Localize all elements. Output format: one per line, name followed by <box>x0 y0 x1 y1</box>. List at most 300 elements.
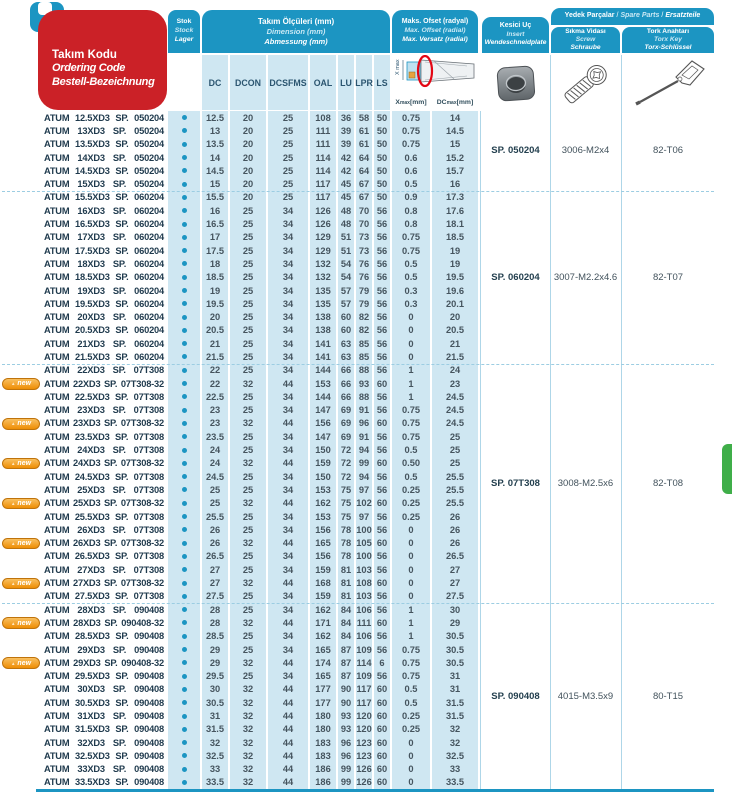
cell-dc: 33 <box>202 763 228 776</box>
code-size: 27XD3 <box>72 578 101 589</box>
cell-lu: 99 <box>338 776 354 789</box>
cell-ls: 60 <box>374 417 390 430</box>
stock-dot-icon <box>182 315 187 320</box>
code-insert-num: 090408 <box>134 737 164 748</box>
stock-cell <box>168 497 200 510</box>
cell-oal: 111 <box>310 138 336 151</box>
cell-lu: 99 <box>338 763 354 776</box>
new-badge-arrow-icon: ▲ <box>10 501 16 507</box>
cell-oal: 177 <box>310 696 336 709</box>
cell-ls: 60 <box>374 749 390 762</box>
cell-lu: 48 <box>338 204 354 217</box>
cell-xmax: 0.5 <box>392 271 430 284</box>
cell-xmax: 0 <box>392 576 430 589</box>
cell-lu: 51 <box>338 231 354 244</box>
new-badge-arrow-icon: ▲ <box>10 620 16 626</box>
code-insert-num: 060204 <box>134 245 164 256</box>
code-sp: SP. <box>112 684 127 695</box>
cell-dcmax: 27 <box>432 576 478 589</box>
ordering-code <box>44 776 164 789</box>
ordering-code <box>44 257 164 270</box>
offset-diagram <box>392 55 478 95</box>
code-brand: ATUM <box>44 205 70 216</box>
stock-cell <box>168 164 200 177</box>
stock-cell <box>168 244 200 257</box>
cell-ls: 50 <box>374 177 390 190</box>
cell-oal: 156 <box>310 550 336 563</box>
cell-xmax: 0.25 <box>392 709 430 722</box>
cell-oal: 132 <box>310 257 336 270</box>
cell-dc: 19 <box>202 284 228 297</box>
cell-xmax: 0.75 <box>392 138 430 151</box>
cell-dcsfms: 44 <box>268 457 308 470</box>
cell-dc: 15 <box>202 177 228 190</box>
stock-cell <box>168 523 200 536</box>
cell-lpr: 117 <box>356 684 372 695</box>
cell-ls: 56 <box>374 550 390 563</box>
new-badge-label: new <box>17 420 32 428</box>
group-insert-code: SP. 090408 <box>491 690 540 702</box>
section-side-tab[interactable] <box>722 444 732 494</box>
cell-oal: 165 <box>310 537 336 550</box>
ordering-code <box>44 364 164 377</box>
code-sp: SP. <box>115 591 129 602</box>
cell-xmax: 0.5 <box>392 443 430 456</box>
cell-dcsfms: 34 <box>268 257 308 270</box>
code-sp: SP. <box>104 657 118 668</box>
cell-lpr: 109 <box>356 644 372 655</box>
new-badge-label: new <box>17 579 32 587</box>
ordering-code <box>44 204 164 217</box>
cell-ls: 50 <box>374 111 390 124</box>
cell-dcon: 25 <box>230 231 266 244</box>
table-row <box>0 643 732 656</box>
table-row <box>0 603 732 616</box>
stock-dot-icon <box>182 554 187 559</box>
code-sp: SP. <box>115 750 129 761</box>
code-size: 26XD3 <box>77 524 105 535</box>
cell-dcon: 20 <box>230 177 266 190</box>
cell-oal: 156 <box>310 523 336 536</box>
cell-lu: 81 <box>338 576 354 589</box>
stock-dot-icon <box>182 527 187 532</box>
code-brand: ATUM <box>44 219 70 230</box>
cell-lpr: 73 <box>356 244 372 257</box>
subheader-stock-cell <box>168 55 200 110</box>
cell-dcsfms: 34 <box>268 550 308 563</box>
stock-dot-icon <box>182 714 187 719</box>
code-size: 19.5XD3 <box>74 298 110 309</box>
code-sp: SP. <box>115 511 129 522</box>
cell-xmax: 0.75 <box>392 231 430 244</box>
stock-dot-icon <box>182 434 187 439</box>
table-row <box>0 350 732 363</box>
code-sp: SP. <box>115 325 129 336</box>
code-size: 25.5XD3 <box>74 511 110 522</box>
cell-dcmax: 17.6 <box>432 204 478 217</box>
cell-lpr: 82 <box>356 324 372 337</box>
stock-cell <box>168 297 200 310</box>
ordering-code <box>44 217 164 230</box>
cell-dcon: 25 <box>230 217 266 230</box>
cell-dc: 25 <box>202 497 228 510</box>
cell-dcmax: 33 <box>432 763 478 776</box>
stock-dot-icon <box>182 660 187 665</box>
cell-xmax: 0.6 <box>392 164 430 177</box>
cell-dcon: 32 <box>230 497 266 510</box>
code-sp: SP. <box>115 139 129 150</box>
cell-oal: 150 <box>310 470 336 483</box>
new-badge <box>2 538 40 550</box>
cell-dcmax: 29 <box>432 616 478 629</box>
code-size: 30XD3 <box>77 684 105 695</box>
code-sp: SP. <box>112 604 127 615</box>
cell-lu: 75 <box>338 497 354 510</box>
stock-dot-icon <box>182 461 187 466</box>
cell-dc: 24 <box>202 443 228 456</box>
cell-lu: 60 <box>338 324 354 337</box>
cell-lu: 60 <box>338 310 354 323</box>
stock-dot-icon <box>182 394 187 399</box>
stock-dot-icon <box>182 195 187 200</box>
code-size: 31XD3 <box>77 711 105 721</box>
stock-cell <box>168 603 200 616</box>
cell-ls: 60 <box>374 776 390 789</box>
code-brand: ATUM <box>44 684 70 695</box>
table-row <box>0 430 732 443</box>
group-screw-code: 4015-M3.5x9 <box>557 690 614 702</box>
ordering-code <box>44 284 164 297</box>
cell-xmax: 0.5 <box>392 177 430 190</box>
cell-lu: 72 <box>338 470 354 483</box>
code-sp: SP. <box>112 524 126 535</box>
code-sp: SP. <box>115 471 129 482</box>
cell-xmax: 0.25 <box>392 723 430 736</box>
cell-ls: 50 <box>374 138 390 151</box>
cell-xmax: 0 <box>392 749 430 762</box>
code-insert-num: 090408 <box>134 604 164 615</box>
table-row <box>0 390 732 403</box>
cell-dc: 24 <box>202 457 228 470</box>
code-brand: ATUM <box>44 125 70 136</box>
cell-dcsfms: 25 <box>268 151 308 164</box>
cell-dc: 20 <box>202 310 228 323</box>
cell-dc: 22.5 <box>202 390 228 403</box>
cell-dcmax: 25.5 <box>432 483 478 496</box>
cell-lpr: 97 <box>356 510 372 523</box>
cell-xmax: 1 <box>392 630 430 643</box>
cell-oal: 153 <box>310 483 336 496</box>
code-sp: SP. <box>104 617 118 628</box>
code-insert-num: 060204 <box>134 192 164 203</box>
col-label-dc: DC <box>202 55 228 110</box>
cell-lu: 69 <box>338 404 354 417</box>
cell-ls: 56 <box>374 483 390 496</box>
stock-cell <box>168 111 200 124</box>
cell-dcon: 25 <box>230 364 266 377</box>
dcmax-column-label: DC max [mm] <box>436 99 474 106</box>
stock-cell <box>168 470 200 483</box>
group-screw-code: 3006-M2x4 <box>561 145 610 157</box>
group-screw-code: 3007-M2.2x4.6 <box>553 271 618 283</box>
stock-cell <box>168 443 200 456</box>
table-row <box>0 244 732 257</box>
cell-xmax: 0 <box>392 310 430 323</box>
ordering-code <box>44 643 164 656</box>
screw-header: Sıkma Vidası Screw Schraube <box>551 27 620 53</box>
code-brand: ATUM <box>44 179 70 190</box>
cell-dc: 31 <box>202 709 228 722</box>
new-badge <box>2 378 40 390</box>
cell-xmax: 0.75 <box>392 643 430 656</box>
cell-dcsfms: 25 <box>268 164 308 177</box>
cell-dc: 23 <box>202 404 228 417</box>
cell-ls: 56 <box>374 244 390 257</box>
code-sp: SP. <box>115 777 129 788</box>
stock-cell <box>168 191 200 204</box>
stock-dot-icon <box>182 594 187 599</box>
cell-xmax: 0 <box>392 763 430 776</box>
code-brand: ATUM <box>44 312 70 323</box>
cell-dcsfms: 44 <box>268 656 308 669</box>
table-row <box>0 590 732 603</box>
table-row <box>0 457 732 470</box>
cell-ls: 60 <box>374 683 390 696</box>
cell-lpr: 123 <box>356 750 372 761</box>
cell-xmax: 0 <box>392 550 430 563</box>
cell-dcsfms: 25 <box>268 124 308 137</box>
stock-cell <box>168 763 200 776</box>
code-insert-num: 060204 <box>134 338 164 349</box>
cell-oal: 114 <box>310 151 336 164</box>
cell-lpr: 70 <box>356 204 372 217</box>
ordering-code <box>44 164 164 177</box>
stock-cell <box>168 324 200 337</box>
cell-dcsfms: 34 <box>268 483 308 496</box>
cell-ls: 56 <box>374 204 390 217</box>
stock-cell <box>168 390 200 403</box>
cell-xmax: 1 <box>392 390 430 403</box>
cell-oal: 132 <box>310 271 336 284</box>
table-row <box>0 191 732 204</box>
stock-dot-icon <box>182 740 187 745</box>
cell-lu: 45 <box>338 191 354 204</box>
cell-xmax: 0.75 <box>392 669 430 682</box>
code-sp: SP. <box>112 484 126 495</box>
cell-dcon: 25 <box>230 483 266 496</box>
stock-cell <box>168 550 200 563</box>
cell-dcsfms: 34 <box>268 470 308 483</box>
code-insert-num: 07T308-32 <box>120 578 164 589</box>
cell-dcsfms: 34 <box>268 523 308 536</box>
code-size: 22.5XD3 <box>74 391 110 402</box>
cell-dcmax: 21 <box>432 337 478 350</box>
group-torx-code: 80-T15 <box>652 690 684 702</box>
cell-dcon: 25 <box>230 550 266 563</box>
cell-ls: 50 <box>374 151 390 164</box>
code-brand: ATUM <box>44 298 70 309</box>
cell-ls: 56 <box>374 523 390 536</box>
stock-cell <box>168 430 200 443</box>
cell-dcsfms: 34 <box>268 350 308 363</box>
cell-xmax: 0 <box>392 337 430 350</box>
ordering-code <box>44 151 164 164</box>
stock-cell <box>168 337 200 350</box>
cell-dcmax: 25 <box>432 457 478 470</box>
cell-dc: 25 <box>202 483 228 496</box>
cell-oal: 159 <box>310 590 336 603</box>
cell-lpr: 73 <box>356 231 372 244</box>
cell-dc: 22 <box>202 364 228 377</box>
stock-dot-icon <box>182 408 187 413</box>
cell-dcsfms: 44 <box>268 576 308 589</box>
cell-dcon: 32 <box>230 377 266 390</box>
code-brand: ATUM <box>44 378 70 389</box>
ordering-code <box>44 231 164 244</box>
cell-oal: 114 <box>310 164 336 177</box>
cell-lu: 66 <box>338 364 354 377</box>
code-insert-num: 090408 <box>134 671 164 682</box>
stock-cell <box>168 576 200 589</box>
new-badge-arrow-icon: ▲ <box>10 381 16 387</box>
code-insert-num: 07T308-32 <box>120 458 164 469</box>
code-sp: SP. <box>112 405 126 416</box>
stock-cell <box>168 683 200 696</box>
cell-dc: 29.5 <box>202 669 228 682</box>
cell-dcmax: 23 <box>432 377 478 390</box>
cell-lpr: 126 <box>356 777 372 788</box>
cell-lu: 54 <box>338 271 354 284</box>
code-brand: ATUM <box>44 152 70 163</box>
code-brand: ATUM <box>44 325 70 336</box>
ordering-code <box>44 550 164 563</box>
cell-dcsfms: 34 <box>268 643 308 656</box>
code-size: 21.5XD3 <box>74 351 110 362</box>
code-sp: SP. <box>115 697 129 708</box>
code-size: 16.5XD3 <box>74 219 110 230</box>
ordering-code <box>44 656 164 669</box>
cell-xmax: 0.5 <box>392 683 430 696</box>
cell-dc: 13 <box>202 124 228 137</box>
tool-code-title-de: Bestell-Bezeichnung <box>52 76 155 89</box>
code-size: 28XD3 <box>73 617 101 628</box>
code-sp: SP. <box>115 219 129 230</box>
table-row <box>0 749 732 762</box>
code-insert-num: 07T308-32 <box>120 538 164 549</box>
stock-dot-icon <box>182 687 187 692</box>
cell-dcon: 25 <box>230 310 266 323</box>
cell-xmax: 0.9 <box>392 191 430 204</box>
code-insert-num: 090408 <box>134 724 164 735</box>
cell-oal: 186 <box>310 776 336 789</box>
new-badge <box>2 657 40 669</box>
cell-dcsfms: 34 <box>268 630 308 643</box>
stock-dot-icon <box>182 514 187 519</box>
stock-cell <box>168 151 200 164</box>
code-size: 23XD3 <box>77 405 105 416</box>
code-size: 16XD3 <box>77 205 105 216</box>
cell-lpr: 91 <box>356 404 372 417</box>
cell-dc: 21 <box>202 337 228 350</box>
cell-ls: 50 <box>374 164 390 177</box>
cell-dcmax: 24.5 <box>432 390 478 403</box>
cell-dcon: 32 <box>230 576 266 589</box>
code-brand: ATUM <box>44 511 70 522</box>
cell-lu: 39 <box>338 138 354 151</box>
stock-dot-icon <box>182 288 187 293</box>
table-row <box>0 763 732 776</box>
cell-dc: 30.5 <box>202 696 228 709</box>
stock-dot-icon <box>182 700 187 705</box>
cell-dcon: 20 <box>230 191 266 204</box>
code-brand: ATUM <box>44 777 70 788</box>
cell-dcmax: 19 <box>432 244 478 257</box>
table-row <box>0 723 732 736</box>
ordering-code <box>44 111 164 124</box>
ordering-code <box>44 443 164 456</box>
code-size: 29XD3 <box>73 657 101 668</box>
table-row <box>0 537 732 550</box>
cell-ls: 56 <box>374 337 390 350</box>
group-separator <box>2 364 714 365</box>
code-insert-num: 07T308-32 <box>120 418 164 429</box>
cell-lpr: 109 <box>356 671 372 682</box>
code-insert-num: 060204 <box>134 325 164 336</box>
stock-dot-icon <box>182 275 187 280</box>
cell-dcsfms: 34 <box>268 297 308 310</box>
code-brand: ATUM <box>44 458 70 469</box>
cell-dcmax: 19.6 <box>432 284 478 297</box>
code-size: 33XD3 <box>77 764 105 775</box>
cell-ls: 56 <box>374 430 390 443</box>
code-sp: SP. <box>115 391 129 402</box>
stock-cell <box>168 457 200 470</box>
cell-ls: 56 <box>374 563 390 576</box>
code-insert-num: 090408 <box>134 684 164 695</box>
stock-dot-icon <box>182 607 187 612</box>
cell-ls: 56 <box>374 310 390 323</box>
cell-lpr: 79 <box>356 297 372 310</box>
cell-dcon: 32 <box>230 696 266 709</box>
cell-dcon: 25 <box>230 643 266 656</box>
cell-oal: 177 <box>310 683 336 696</box>
cell-xmax: 0.75 <box>392 430 430 443</box>
cell-dcsfms: 34 <box>268 563 308 576</box>
cell-dcon: 32 <box>230 776 266 789</box>
code-sp: SP. <box>112 764 127 775</box>
code-brand: ATUM <box>44 391 70 402</box>
cell-dc: 30 <box>202 683 228 696</box>
code-sp: SP. <box>112 285 127 296</box>
stock-cell <box>168 749 200 762</box>
cell-lpr: 126 <box>356 764 372 775</box>
xmax-column-label: X max [mm] <box>395 99 427 106</box>
cell-lpr: 76 <box>356 257 372 270</box>
cell-dcmax: 30.5 <box>432 630 478 643</box>
new-badge <box>2 578 40 590</box>
stock-dot-icon <box>182 248 187 253</box>
code-sp: SP. <box>112 125 127 136</box>
cell-oal: 174 <box>310 656 336 669</box>
stock-cell <box>168 630 200 643</box>
cell-ls: 56 <box>374 364 390 377</box>
cell-dcsfms: 44 <box>268 709 308 722</box>
cell-lu: 84 <box>338 603 354 616</box>
stock-cell <box>168 231 200 244</box>
cell-lpr: 102 <box>356 498 372 509</box>
cell-xmax: 0.75 <box>392 124 430 137</box>
code-sp: SP. <box>112 205 127 216</box>
